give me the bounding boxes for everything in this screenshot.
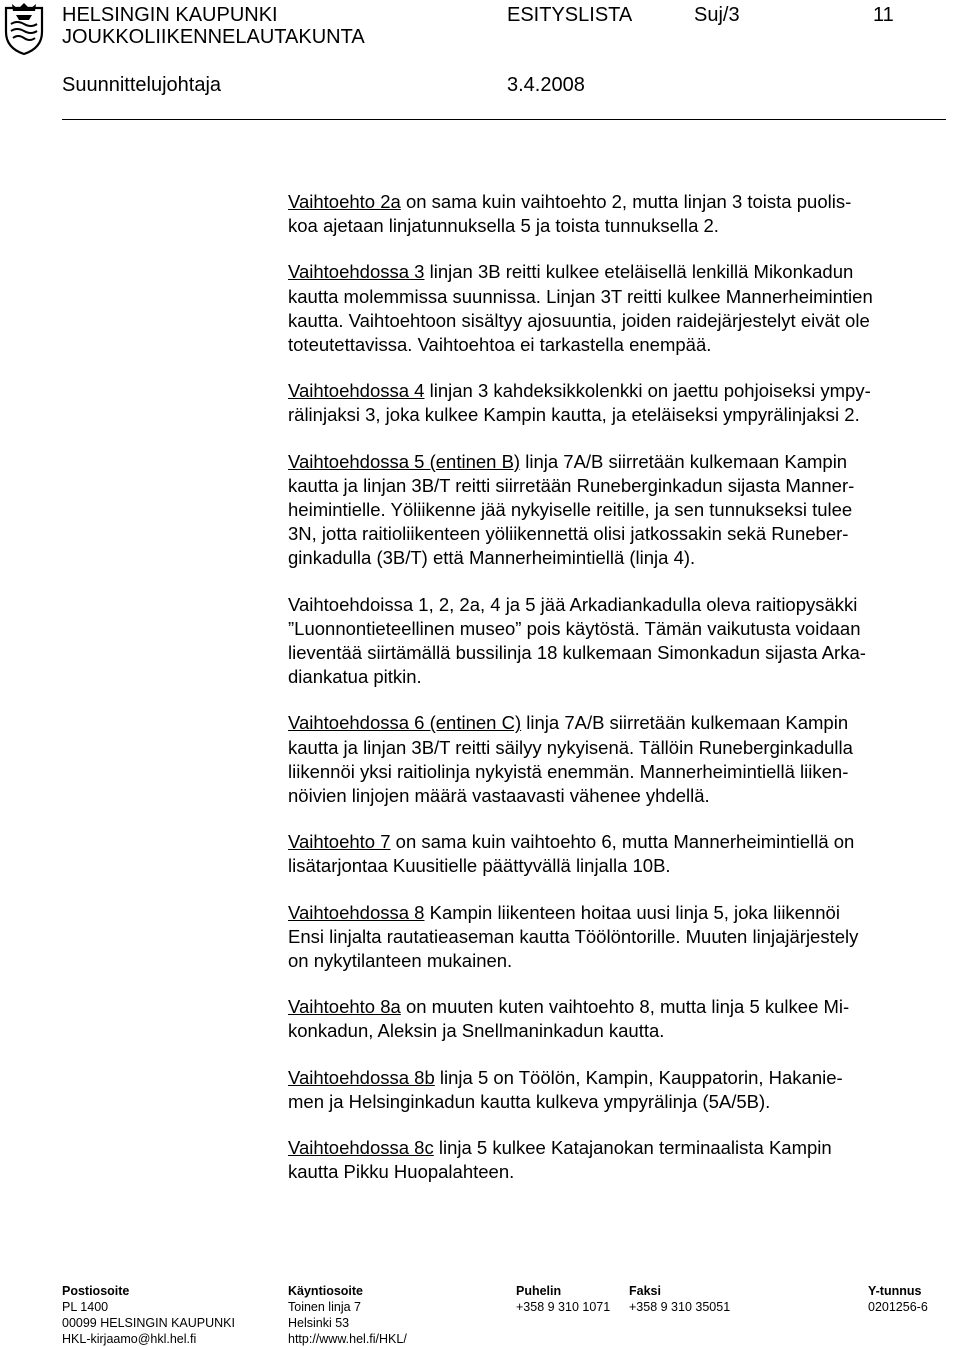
author-role: Suunnittelujohtaja (62, 74, 222, 96)
paragraph-text: linjan 3 kahdeksikkolenkki on jaettu pohjoiseksi ympy- rälinjaksi 3, joka kulkee Kampin kautta, ja eteläiseksi ympyrälinjaksi 2. (288, 380, 871, 426)
alternative-heading: Vaihtoehdossa 8b (288, 1066, 435, 1088)
alternative-heading: Vaihtoehto 2a (288, 191, 401, 212)
footer-postal-address: Postiosoite PL 1400 00099 HELSINGIN KAUPUNKI HKL-kirjaamo@hkl.hel.fi (62, 1284, 235, 1346)
organization-name: HELSINGIN KAUPUNKI (62, 4, 278, 26)
alternative-heading: Vaihtoehdossa 3 (288, 261, 425, 283)
paragraph-text: linja 5 kulkee Katajanokan terminaalista Kampin kautta Pikku Huopalahteen. (288, 1137, 832, 1183)
paragraph-text: on sama kuin vaihtoehto 2, mutta linjan 3 toista puolis- koa ajetaan linjatunnuksella 5 ja toista tunnuksella 2. (288, 191, 852, 237)
paragraph (288, 450, 936, 571)
paragraph (288, 190, 936, 238)
paragraph (288, 830, 936, 878)
paragraph (288, 901, 936, 974)
committee-name: JOUKKOLIIKENNELAUTAKUNTA (62, 26, 365, 48)
footer-business-id: Y-tunnus 0201256-6 (868, 1284, 928, 1314)
paragraph-text: Kampin liikenteen hoitaa uusi linja 5, joka liikennöi Ensi linjalta rautatieaseman kautta Töölöntorille. Muuten linjajärjestely on nykytilanteen mukainen. (288, 901, 859, 972)
footer-visiting-address: Käyntiosoite Toinen linja 7 Helsinki 53 http://www.hel.fi/HKL/ (288, 1284, 407, 1346)
paragraph (288, 1136, 936, 1184)
paragraph-text: on muuten kuten vaihtoehto 8, mutta linja 5 kulkee Mi- konkadun, Aleksin ja Snellmaninkadun kautta. (288, 996, 850, 1042)
paragraph (288, 995, 936, 1043)
alternative-heading: Vaihtoehto 7 (288, 831, 391, 853)
document-date: 3.4.2008 (507, 74, 585, 96)
alternative-heading: Vaihtoehdossa 6 (entinen C) (288, 712, 522, 734)
paragraph (288, 260, 936, 357)
paragraph-text: linja 5 on Töölön, Kampin, Kauppatorin, Hakanie- men ja Helsinginkadun kautta kulkeva ympyrälinja (5A/5B). (288, 1066, 843, 1112)
alternative-heading: Vaihtoehdossa 8 (288, 901, 425, 923)
body-text (288, 190, 936, 1207)
helsinki-crest-logo (2, 2, 46, 56)
paragraph-text: linja 7A/B siirretään kulkemaan Kampin kautta ja linjan 3B/T reitti siirretään Runeberginkadun sijasta Manner- heimintielle. Yöliikenne jää nykyiselle reitille, ja sen tunnukseksi tulee 3N, jotta raitioliikenteen yöliikennettä olisi jatkossakin sekä Runeber- ginkadulla (3B/T) että Mannerheimintiellä (linja 4). (288, 450, 855, 569)
header-divider (62, 119, 946, 120)
paragraph-text: Vaihtoehdoissa 1, 2, 2a, 4 ja 5 jää Arkadiankadulla oleva raitiopysäkki ”Luonnontieteellinen museo” pois käytöstä. Tämän vaikutusta voidaan lieventää siirtämällä bussilinja 18 kulkemaan Simonkadun sijasta Arka- diankatua pitkin. (288, 593, 866, 688)
paragraph (288, 593, 936, 690)
section-code: Suj/3 (694, 4, 740, 26)
paragraph (288, 711, 936, 808)
alternative-heading: Vaihtoehto 8a (288, 996, 401, 1018)
alternative-heading: Vaihtoehdossa 4 (288, 380, 425, 402)
paragraph-text: linjan 3B reitti kulkee eteläisellä lenkillä Mikonkadun kautta molemmissa suunnissa. Linjan 3T reitti kulkee Mannerheimintien kautta. Vaihtoehtoon sisältyy ajosuuntia, joiden raidejärjestelyt eivät ole toteutettavissa. Vaihtoehtoa ei tarkastella enempää. (288, 261, 873, 356)
footer-fax: Faksi +358 9 310 35051 (629, 1284, 731, 1314)
footer-phone: Puhelin +358 9 310 1071 (516, 1284, 611, 1314)
paragraph-text: linja 7A/B siirretään kulkemaan Kampin kautta ja linjan 3B/T reitti säilyy nykyisenä. Tällöin Runeberginkadulla liikennöi yksi raitiolinja nykyistä enemmän. Mannerheimintiellä liiken- nöivien linjojen määrä vastaavasti vähenee yhdellä. (288, 712, 853, 807)
paragraph (288, 379, 936, 427)
document-type: ESITYSLISTA (507, 4, 633, 26)
alternative-heading: Vaihtoehdossa 5 (entinen B) (288, 450, 521, 472)
alternative-heading: Vaihtoehdossa 8c (288, 1137, 434, 1159)
paragraph-text: on sama kuin vaihtoehto 6, mutta Mannerheimintiellä on lisätarjontaa Kuusitielle päättyvällä linjalla 10B. (288, 831, 855, 877)
page-number: 11 (873, 4, 894, 26)
paragraph (288, 1066, 936, 1114)
